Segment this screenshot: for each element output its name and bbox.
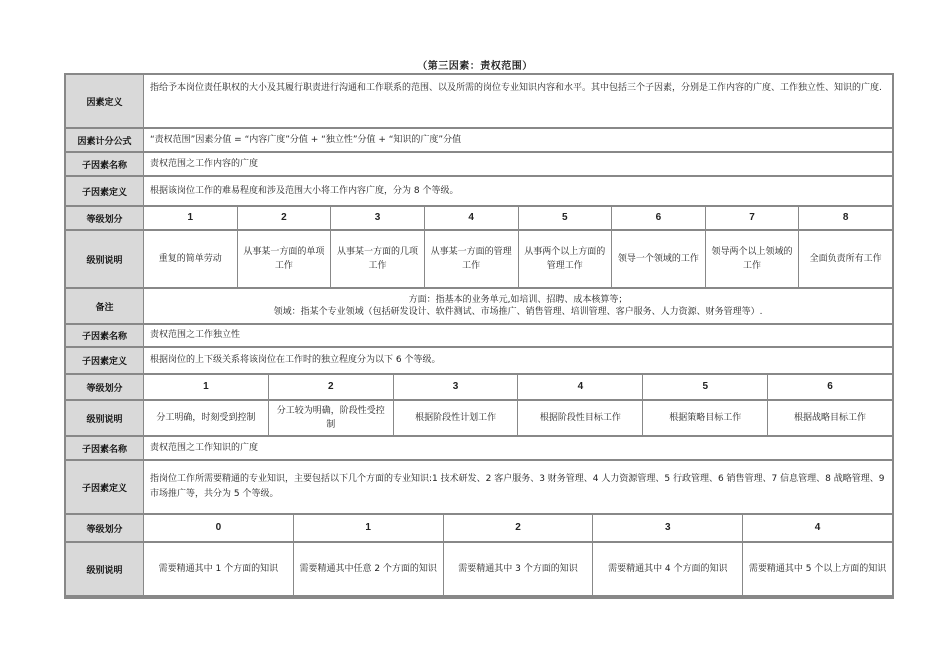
factor-definition-text: 指给予本岗位责任职权的大小及其履行职责进行沟通和工作联系的范围、以及所需的岗位专业知识内容和水平。其中包括三个子因素，分别是工作内容的广度、工作独立性、知识的广度. [144,75,892,129]
row-label: 子因素定义 [66,461,144,515]
row-label: 子因素名称 [66,153,144,177]
row-sub3-levels [66,515,892,543]
row-label: 级别说明 [66,401,144,437]
level-description: 需要精通其中 3 个方面的知识 [444,543,594,595]
level-number: 0 [144,515,294,541]
row-label: 备注 [66,289,144,325]
row-sub2-descriptions [66,401,892,437]
level-description: 需要精通其中任意 2 个方面的知识 [294,543,444,595]
level-number: 1 [144,207,238,229]
level-description: 从事某一方面的单项工作 [238,231,332,287]
level-number: 1 [294,515,444,541]
level-number: 6 [612,207,706,229]
row-label: 级别说明 [66,231,144,289]
row-label: 子因素名称 [66,325,144,348]
sub3-name-text: 责权范围之工作知识的广度 [144,437,892,461]
level-number: 6 [827,381,833,392]
row-sub3-definition [66,461,892,515]
level-description: 需要精通其中 1 个方面的知识 [144,543,294,595]
sub1-name-text: 责权范围之工作内容的广度 [144,153,892,177]
level-description: 领导一个领域的工作 [612,231,706,287]
sub2-definition-text: 根据岗位的上下级关系将该岗位在工作时的独立程度分为以下 6 个等级。 [144,348,892,375]
level-description: 分工明确，时刻受到控制 [144,401,269,435]
level-description: 从事某一方面的管理工作 [425,231,519,287]
sub1-definition-text: 根据该岗位工作的难易程度和涉及范围大小将工作内容广度，分为 8 个等级。 [144,177,892,207]
row-label: 因素计分公式 [66,129,144,153]
row-label: 子因素定义 [66,348,144,375]
level-description: 根据战略目标工作 [794,413,867,423]
level-number: 4 [518,375,643,399]
level-number: 2 [444,515,594,541]
level-number: 8 [842,212,849,223]
level-number: 5 [643,375,768,399]
level-description: 重复的简单劳动 [144,231,238,287]
level-description: 领导两个以上领域的工作 [706,231,800,287]
level-number: 3 [331,207,425,229]
row-sub3-name [66,437,892,461]
sub3-definition-text: 指岗位工作所需要精通的专业知识，主要包括以下几个方面的专业知识:1 技术研发、2 客户服务、3 财务管理、4 人力资源管理、5 行政管理、6 销售管理、7 信息管理、8 战略管理、9 市场推广等，共分为 5 个等级。 [144,461,892,515]
description-grid [144,401,892,437]
row-factor-formula [66,129,892,153]
factor-table [64,73,894,599]
row-label: 级别说明 [66,543,144,597]
row-sub1-levels [66,207,892,231]
description-grid [144,231,892,289]
row-label: 等级划分 [66,207,144,231]
level-number: 2 [238,207,332,229]
level-number: 5 [519,207,613,229]
description-grid [144,543,892,597]
row-label: 子因素定义 [66,177,144,207]
level-description: 根据阶段性目标工作 [518,401,643,435]
level-description: 需要精通其中 5 个以上方面的知识 [748,564,887,574]
page-title: （第三因素：责权范围） [417,61,533,72]
row-label: 等级划分 [66,515,144,543]
level-description: 从事某一方面的几项工作 [331,231,425,287]
row-sub2-name [66,325,892,348]
row-sub2-definition [66,348,892,375]
level-grid [144,375,892,401]
factor-formula-text: “责权范围”因素分值 = “内容广度”分值 + “独立性”分值 + “知识的广度”分值 [144,129,892,153]
level-number: 7 [706,207,800,229]
row-sub1-name [66,153,892,177]
memo-line: 领域：指某个专业领域（包括研发设计、软件测试、市场推广、销售管理、培训管理、客户服务、人力资源、财务管理等）. [273,307,763,317]
sub2-name-text: 责权范围之工作独立性 [144,325,892,348]
level-grid [144,515,892,543]
level-description: 需要精通其中 4 个方面的知识 [593,543,743,595]
level-description: 分工较为明确，阶段性受控制 [269,401,394,435]
level-number: 3 [593,515,743,541]
row-sub2-levels [66,375,892,401]
memo-text [144,289,892,325]
memo-line: 方面：指基本的业务单元,如培训、招聘、成本核算等； [408,295,628,305]
row-factor-definition [66,75,892,129]
row-sub1-definition [66,177,892,207]
level-description: 根据策略目标工作 [643,401,768,435]
row-memo [66,289,892,325]
level-description: 根据阶段性计划工作 [394,401,519,435]
row-sub1-descriptions [66,231,892,289]
level-number: 2 [269,375,394,399]
row-label: 子因素名称 [66,437,144,461]
level-number: 4 [814,522,821,533]
level-grid [144,207,892,231]
level-description: 从事两个以上方面的管理工作 [519,231,613,287]
row-label: 因素定义 [66,75,144,129]
row-sub3-descriptions [66,543,892,597]
level-description: 全面负责所有工作 [809,254,882,264]
row-label: 等级划分 [66,375,144,401]
level-number: 3 [394,375,519,399]
level-number: 4 [425,207,519,229]
level-number: 1 [144,375,269,399]
